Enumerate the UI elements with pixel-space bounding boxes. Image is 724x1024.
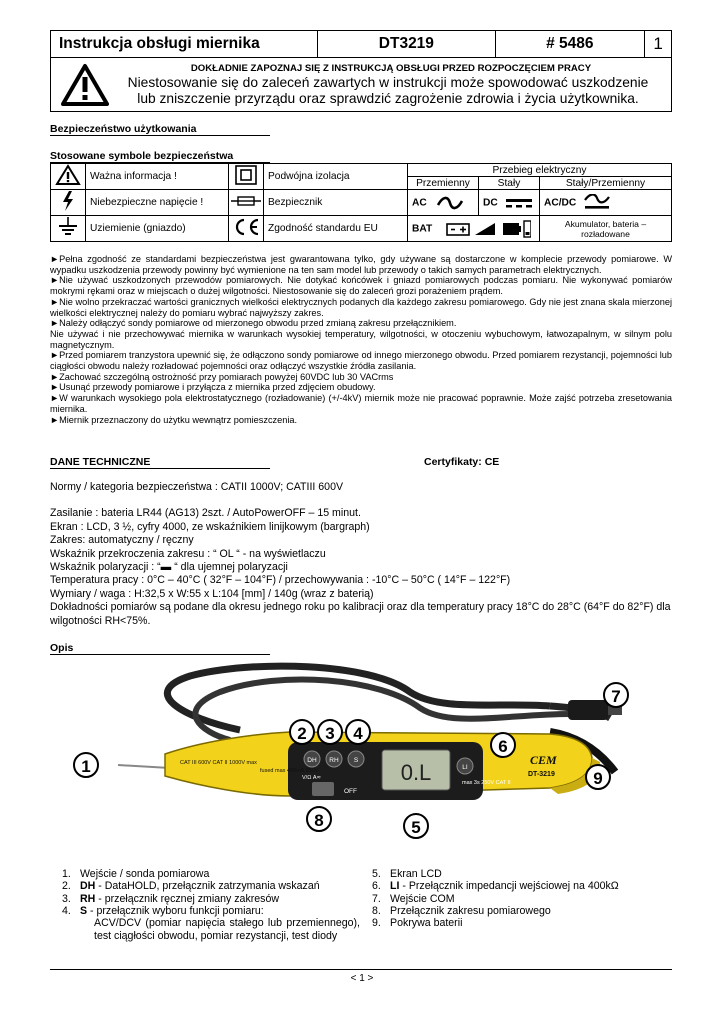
warning-line-1: Niestosowanie się do zaleceń zawartych w instrukcji może spowodować uszkodzenie (127, 75, 649, 90)
btn-li-label: LI (462, 764, 468, 771)
fused-label: fused max 400mA 250V (260, 768, 319, 774)
list-item: 6. LI - Przełącznik impedancji wejściowej na 400kΩ (372, 880, 619, 893)
list-item: 8. Przełącznik zakresu pomiarowego (372, 904, 551, 917)
device-model-label: DT-3219 (528, 771, 555, 778)
tech-overrange: Wskaźnik przekroczenia zakresu : “ OL “ - na wyświetlaczu (50, 547, 326, 560)
symbol-bat: BAT (412, 223, 433, 235)
symbol-battery-low: Akumulator, bateria – rozładowane (540, 216, 672, 242)
page-number: 1 (653, 34, 663, 53)
symbols-table (50, 163, 672, 242)
off-label: OFF (344, 788, 357, 795)
warning-text (111, 75, 665, 107)
legend-left (62, 868, 360, 943)
opis-heading: Opis (50, 642, 270, 655)
document-title: Instrukcja obsługi miernika (51, 31, 318, 57)
list-item: 1. Wejście / sonda pomiarowa (62, 868, 210, 880)
fuse-icon (231, 194, 261, 208)
safety-paragraph: ►Przed pomiarem tranzystora upewnić się, że odłączono sondy pomiarowe od innego mierzonego obwodu. Przed pomiarem rezystancji, pojemności lub ciągłości obwodu należy rozładować pojemności oraz odłączyć wszystkie źródła zasilania. (50, 350, 672, 372)
tech-accuracy: Dokładności pomiarów są podane dla okresu jednego roku po kalibracji oraz dla temperatury pracy 18°C do 28°C (64°F do 82°F) dla wilgotności RH<75%. (50, 601, 671, 627)
symbol-important: Ważna informacja ! (86, 164, 229, 190)
list-item: 5. Ekran LCD (372, 868, 442, 880)
header-bar (50, 30, 672, 58)
warning-bold-text: DOKŁADNIE ZAPOZNAJ SIĘ Z INSTRUKCJĄ OBSŁUGI PRZED ROZPOCZĘCIEM PRACY (190, 63, 592, 74)
symbol-ac: AC (412, 197, 427, 209)
btn-dh-label: DH (307, 757, 317, 764)
tech-screen: Ekran : LCD, 3 ½, cyfry 4000, ze wskaźnikiem linijkowym (bargraph) (50, 520, 370, 533)
cat-label: CAT III 600V CAT II 1000V max (180, 760, 257, 766)
callout-5: 5 (403, 813, 429, 839)
symbol-acdc: AC/DC (544, 197, 577, 209)
safety-paragraph: ►Należy odłączyć sondy pomiarowe od mierzonego obwodu przed zmianą zakresu przełącznikiem. (50, 318, 457, 329)
symbol-dc: DC (483, 197, 498, 209)
callout-6: 6 (490, 732, 516, 758)
max3s-label: max 3s 250V CAT II (462, 780, 511, 786)
warning-icon (55, 164, 81, 186)
callout-8: 8 (306, 806, 332, 832)
symbol-const-alt: Stały/Przemienny (540, 177, 672, 190)
callout-2: 2 (289, 719, 315, 745)
symbols-heading: Stosowane symbole bezpieczeństwa (50, 150, 270, 163)
double-insulation-icon (235, 165, 257, 185)
symbol-ground: Uziemienie (gniazdo) (86, 216, 229, 242)
callout-4: 4 (345, 719, 371, 745)
mode-label: V/Ω A≂ (302, 775, 322, 781)
safety-paragraph: ►W warunkach wysokiego pola elektrostatycznego (rozładowanie) (+/-4kV) miernik może nie pracować poprawnie. Może zajść potrzeba zresetowania miernika. (50, 393, 672, 414)
list-item: 7. Wejście COM (372, 892, 455, 905)
list-item: 3. RH - przełącznik ręcznej zmiany zakresów (62, 892, 279, 905)
btn-s-label: S (353, 757, 359, 764)
symbol-eu-standard: Zgodność standardu EU (264, 216, 408, 242)
tech-heading: DANE TECHNICZNE (50, 456, 270, 469)
safety-text (50, 254, 672, 425)
safety-paragraph: ►Pełna zgodność ze standardami bezpieczeństwa jest gwarantowana tylko, gdy używane są dostarczone w komplecie przewody pomiarowe. W wypadku uszkodzenia przewody powinny być wymienione na ten sam model lub przewody o takich samych parametrach elektrycznych. (50, 254, 672, 275)
safety-paragraph: ►Miernik przeznaczony do użytku wewnątrz pomieszczenia. (50, 414, 298, 425)
footer-rule (50, 969, 672, 970)
tech-data (50, 481, 672, 628)
safety-paragraph: ►Zachować szczególną ostrożność przy pomiarach powyżej 60VDC lub 30 VACrms (50, 371, 394, 382)
symbol-double-insulation: Podwójna izolacja (264, 164, 408, 190)
lcd-reading: 0.L (400, 760, 432, 785)
product-code: # 5486 (496, 31, 646, 57)
symbol-constant: Stały (479, 177, 540, 190)
dc-icon (505, 197, 533, 209)
ground-icon (57, 216, 79, 238)
footer-page: < 1 > (350, 973, 374, 984)
callout-9: 9 (585, 764, 611, 790)
ac-wave-icon (436, 196, 464, 210)
model-number: DT3219 (318, 31, 495, 57)
symbol-alternating: Przemienny (408, 177, 479, 190)
warning-triangle-icon (61, 63, 109, 107)
brand-logo: CEM (530, 753, 557, 767)
certificates: Certyfikaty: CE (424, 456, 500, 468)
list-item: 2. DH - DataHOLD, przełącznik zatrzymania wskazań (62, 880, 320, 893)
symbol-waveform: Przebieg elektryczny (408, 164, 672, 177)
btn-rh-label: RH (329, 757, 339, 764)
multimeter-illustration (80, 662, 650, 862)
callout-7: 7 (603, 682, 629, 708)
safety-paragraph: ►Nie wolno przekraczać wartości granicznych wielkości elektrycznych podanych dla każdego zakresu pomiarowego. Gdy nie jest znana skala mierzonej wielkości elektrycznej należy do pomiaru wybrać najwyższy zakres. (50, 296, 672, 318)
tech-polarity: Wskaźnik polaryzacji : “▬ “ dla ujemnej polaryzacji (50, 561, 288, 574)
tech-norms: Normy / kategoria bezpieczeństwa : CATII 1000V; CATIII 600V (50, 481, 344, 493)
safety-heading: Bezpieczeństwo użytkowania (50, 123, 270, 136)
lightning-icon (59, 190, 77, 212)
tech-temperature: Temperatura pracy : 0°C – 40°C ( 32°F – 104°F) / przechowywania : -10°C – 50°C ( 14°F – 122°F) (50, 574, 511, 587)
battery-icons (445, 219, 531, 239)
tech-power: Zasilanie : bateria LR44 (AG13) 2szt. / AutoPowerOFF – 15 minut. (50, 507, 361, 520)
safety-paragraph: ►Nie używać uszkodzonych przewodów pomiarowych. Nie dotykać końcówek i gniazd pomiarowych podczas pomiaru. Nie wykonywać pomiarów mokrymi rękami oraz w miejscach o dużej wilgotności. Niestosowanie się do zaleceń grozi porażeniem prądem. (50, 275, 672, 297)
legend-function-detail: ACV/DCV (pomiar napięcia stałego lub przemiennego), test ciągłości obwodu, pomiar rezystancji, test diody (94, 917, 360, 943)
callout-3: 3 (317, 719, 343, 745)
acdc-icon (583, 194, 611, 212)
list-item: 4. S - przełącznik wyboru funkcji pomiaru: (62, 904, 264, 917)
tech-dimensions: Wymiary / waga : H:32,5 x W:55 x L:104 [mm] / 140g (wraz z baterią) (50, 587, 374, 600)
symbol-dangerous-voltage: Niebezpieczne napięcie ! (86, 190, 229, 216)
list-item: 9. Pokrywa baterii (372, 917, 463, 930)
safety-paragraph: ►Usunąć przewody pomiarowe i przyłącza z miernika przed zdjęciem obudowy. (50, 382, 376, 393)
safety-paragraph: Nie używać i nie przechowywać miernika w warunkach wysokiej temperatury, wilgotności, w otoczeniu wybuchowym, łatwozapalnym, w silnym polu magnetycznym. (50, 328, 672, 350)
warning-line-2: lub zniszczenie przyrządu oraz sprawdzić zagrożenie zdrowia i życia użytkownika. (137, 91, 639, 106)
legend-right (372, 868, 672, 929)
tech-ranges: Zakres: automatyczny / ręczny (50, 534, 194, 547)
callout-1: 1 (73, 752, 99, 778)
warning-box (50, 58, 672, 112)
ce-mark-icon (231, 217, 261, 237)
symbol-fuse: Bezpiecznik (264, 190, 408, 216)
